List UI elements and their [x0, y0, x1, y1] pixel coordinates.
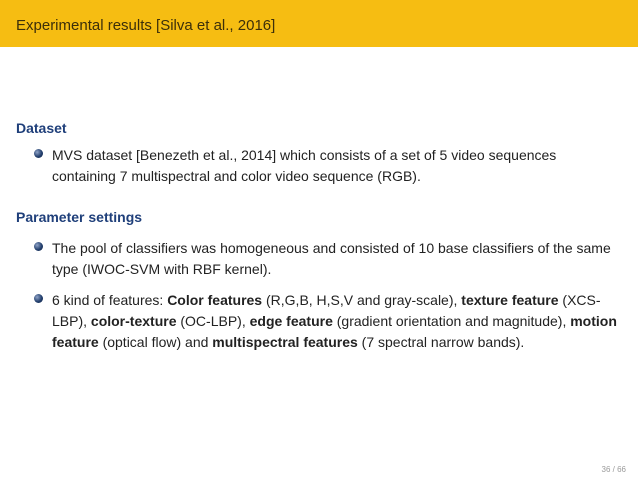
color-features-term: Color features: [167, 292, 263, 308]
page-number: 36 / 66: [601, 465, 626, 474]
multispectral-features-detail: (7 spectral narrow bands).: [357, 334, 525, 350]
parameter-item-features: [34, 290, 624, 353]
color-texture-detail: (OC-LBP),: [176, 313, 250, 329]
edge-feature-term: edge feature: [249, 313, 333, 329]
parameter-settings-heading: Parameter settings: [16, 209, 143, 225]
bullet-icon: [34, 242, 43, 251]
motion-feature-detail: (optical flow) and: [98, 334, 213, 350]
bullet-icon: [34, 294, 43, 303]
parameter-item-features-text: [52, 290, 624, 353]
dataset-item-text: MVS dataset [Benezeth et al., 2014] which consists of a set of 5 video sequences containing 7 multispectral and color video sequence (RGB).: [52, 147, 557, 184]
texture-feature-term: texture feature: [461, 292, 559, 308]
parameter-item-classifiers-text: The pool of classifiers was homogeneous and consisted of 10 base classifiers of the same type (IWOC-SVM with RBF kernel).: [52, 240, 611, 277]
color-features-detail: (R,G,B, H,S,V and gray-scale),: [262, 292, 462, 308]
parameter-item-classifiers: [34, 238, 624, 280]
slide-title: Experimental results [Silva et al., 2016]: [16, 17, 276, 34]
texture-feature-detail: (XCS-LBP),: [52, 292, 601, 329]
motion-feature-term: motion feature: [52, 313, 617, 350]
edge-feature-detail: (gradient orientation and magnitude),: [332, 313, 571, 329]
dataset-heading: Dataset: [16, 120, 67, 136]
color-texture-term: color-texture: [90, 313, 177, 329]
slide-header: [0, 0, 638, 47]
multispectral-features-term: multispectral features: [212, 334, 358, 350]
features-intro: 6 kind of features:: [52, 292, 168, 308]
dataset-item: [34, 145, 624, 187]
bullet-icon: [34, 149, 43, 158]
